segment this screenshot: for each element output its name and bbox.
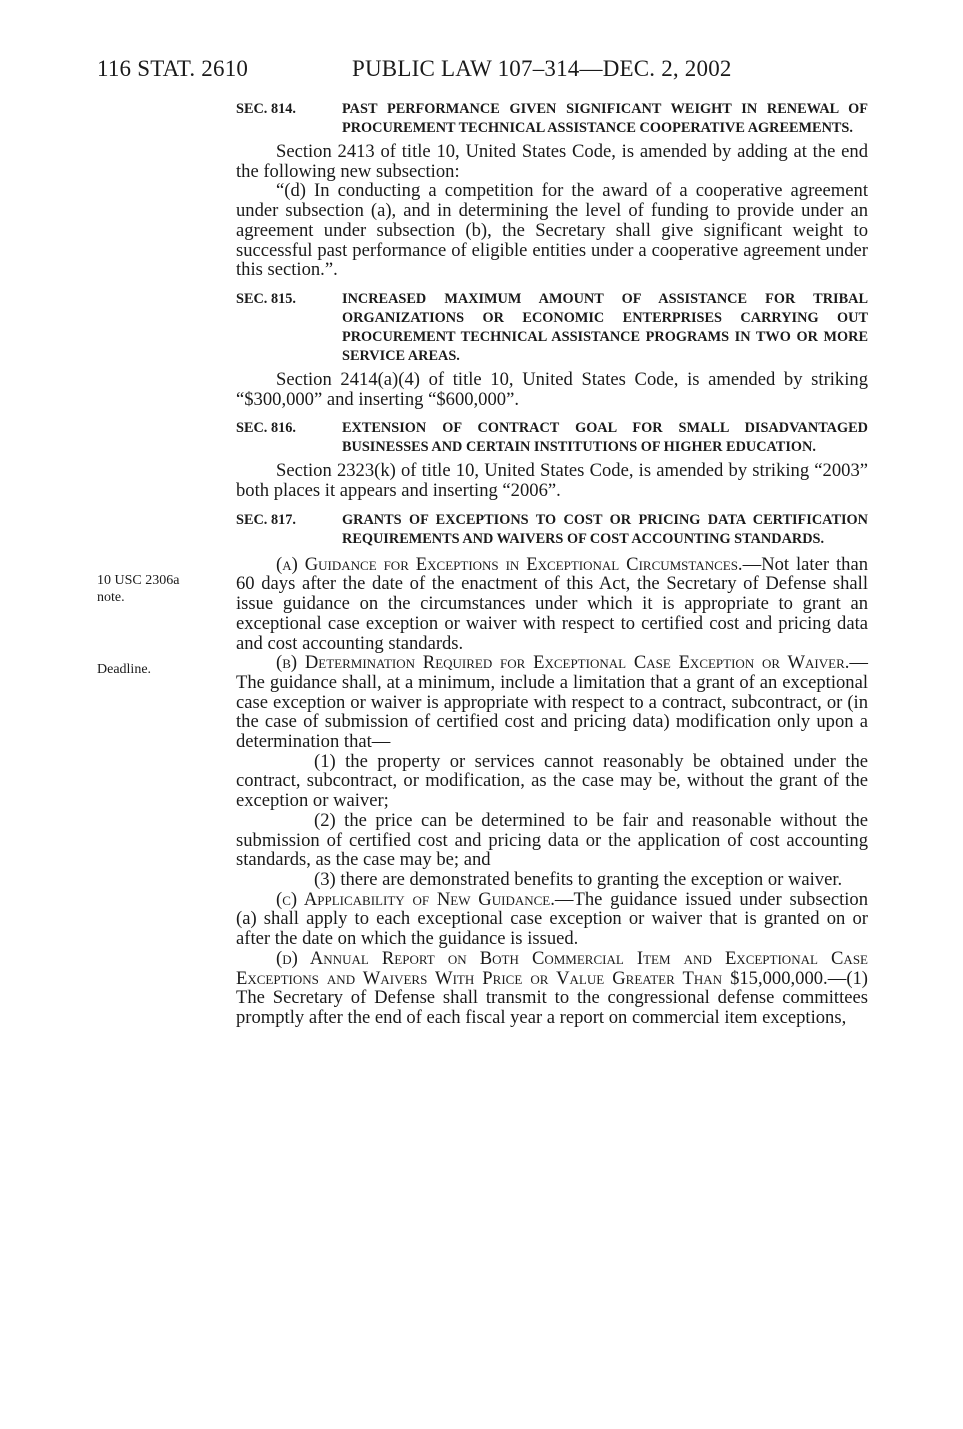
subsection-c	[236, 890, 868, 949]
margin-note-usc-note: note.	[97, 590, 125, 605]
section-815-paragraph: Section 2414(a)(4) of title 10, United States Code, is amended by striking “$300,000” and inserting “$600,000”.	[236, 368, 868, 410]
subsection-d-heading: (d) Annual Report on Both Commercial Item and Exceptional Case Exceptions and Waivers With Price or Value Greater Than $15,000,000.	[236, 947, 868, 989]
section-title: EXTENSION OF CONTRACT GOAL FOR SMALL DISADVANTAGED BUSINESSES AND CERTAIN INSTITUTIONS OF HIGHER EDUCATION.	[342, 420, 868, 456]
subsection-c-heading: (c) Applicability of New Guidance.	[276, 888, 555, 910]
subsection-b	[236, 653, 868, 752]
section-816-heading	[236, 419, 868, 457]
subsection-a-text: —Not later than 60 days after the date of the enactment of this Act, the Secretary of Defense shall issue guidance on the circumstances under which it is appropriate to grant an exceptional case exception or waiver with respect to certified cost and pricing data and cost accounting standards.	[236, 553, 868, 654]
section-814-paragraph: Section 2413 of title 10, United States Code, is amended by adding at the end the following new subsection:	[236, 141, 868, 182]
subsection-b-text: —The guidance shall, at a minimum, include a limitation that a grant of an exceptional case exception or waiver is appropriate with respect to a contract, subcontract, or (in the case of submission of certified cost and pricing data) modification only upon a determination that—	[236, 652, 868, 753]
paragraph-b2: (2) the price can be determined to be fair and reasonable without the submission of certified cost and pricing data or the application of cost accounting standards, as the case may be; and	[236, 809, 868, 871]
subsection-d	[236, 949, 868, 1028]
section-number: SEC. 815.	[236, 290, 296, 307]
paragraph-b1: (1) the property or services cannot reasonably be obtained under the contract, subcontract, or modification, as the case may be, without the grant of the exception or waiver;	[236, 750, 868, 812]
section-number: SEC. 816.	[236, 420, 296, 437]
section-814-quoted-subsection: “(d) In conducting a competition for the award of a cooperative agreement under subsection (a), and in determining the level of funding to provide under an agreement under subsection (b), the Secretary shall give significant weight to successful past performance of eligible entities under a cooperative agreement under this section.”.	[236, 180, 868, 281]
subsection-b-heading: (b) Determination Required for Exceptional Case Exception or Waiver.	[276, 652, 850, 674]
running-head: PUBLIC LAW 107–314—DEC. 2, 2002	[352, 56, 732, 81]
subsection-d-text: —(1) The Secretary of Defense shall transmit to the congressional defense committees promptly after the end of each fiscal year a report on commercial item exceptions,	[236, 967, 868, 1028]
paragraph-b3: (3) there are demonstrated benefits to granting the exception or waiver.	[314, 868, 843, 890]
section-title: PAST PERFORMANCE GIVEN SIGNIFICANT WEIGHT IN RENEWAL OF PROCUREMENT TECHNICAL ASSISTANCE COOPERATIVE AGREEMENTS.	[342, 101, 868, 136]
statute-body	[236, 100, 868, 1028]
section-815-heading	[236, 290, 868, 366]
section-814-heading	[236, 100, 868, 138]
subsection-c-text: —The guidance issued under subsection (a) shall apply to each exceptional case exception or waiver that is granted on or after the date on which the guidance is issued.	[236, 888, 868, 950]
subsection-a	[236, 555, 868, 654]
section-816-paragraph: Section 2323(k) of title 10, United States Code, is amended by striking “2003” both places it appears and inserting “2006”.	[236, 460, 868, 502]
subsection-a-heading: (a) Guidance for Exceptions in Exceptional Circumstances.	[276, 553, 743, 575]
section-title: GRANTS OF EXCEPTIONS TO COST OR PRICING DATA CERTIFICATION REQUIREMENTS AND WAIVERS OF COST ACCOUNTING STANDARDS.	[342, 511, 868, 547]
section-817-heading	[236, 511, 868, 549]
section-number: SEC. 814.	[236, 101, 296, 117]
page-stat-citation: 116 STAT. 2610	[97, 56, 249, 81]
margin-note-deadline: Deadline.	[97, 662, 152, 677]
margin-note-usc	[97, 572, 179, 606]
section-number: SEC. 817.	[236, 511, 296, 528]
section-title: INCREASED MAXIMUM AMOUNT OF ASSISTANCE FOR TRIBAL ORGANIZATIONS OR ECONOMIC ENTERPRISES CARRYING OUT PROCUREMENT TECHNICAL ASSISTANCE PROGRAMS IN TWO OR MORE SERVICE AREAS.	[342, 290, 868, 364]
margin-note-usc-citation: 10 USC 2306a	[97, 573, 180, 588]
